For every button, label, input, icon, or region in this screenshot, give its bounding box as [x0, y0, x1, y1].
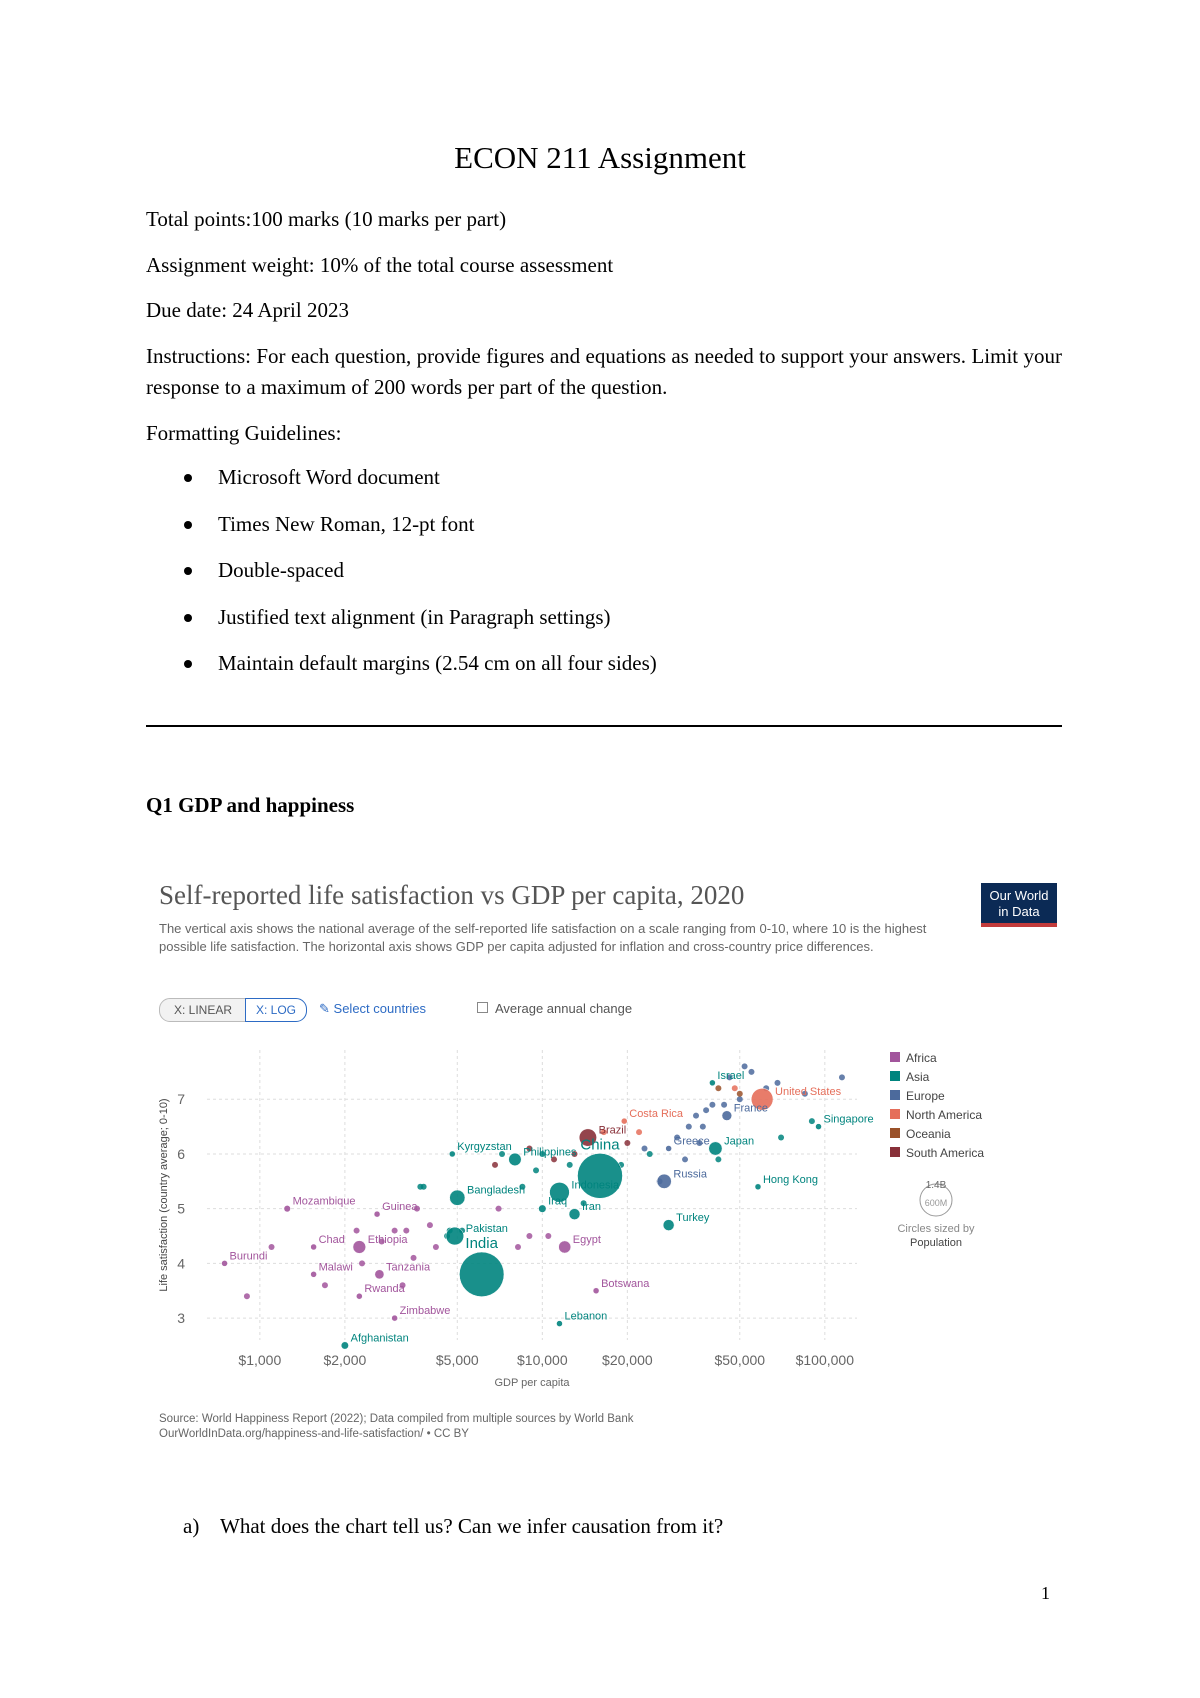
data-point — [559, 1241, 571, 1253]
data-point-label: Pakistan — [465, 1223, 508, 1236]
data-point — [642, 1145, 648, 1151]
data-point-label: France — [733, 1102, 769, 1115]
formatting-heading: Formatting Guidelines: — [146, 421, 342, 445]
data-point — [449, 1151, 455, 1157]
data-point-label: Indonesia — [571, 1179, 620, 1192]
legend-swatch — [890, 1128, 900, 1138]
data-point-label: Bangladesh — [467, 1184, 526, 1197]
data-point — [715, 1156, 721, 1162]
data-point — [774, 1080, 780, 1086]
select-countries-button[interactable] — [319, 998, 426, 1020]
data-point — [721, 1102, 727, 1108]
size-key-label: Population — [910, 1237, 962, 1249]
data-point-label: Russia — [673, 1168, 708, 1181]
data-point — [742, 1063, 748, 1069]
legend-entry: Asia — [906, 1070, 930, 1084]
x-tick-label: $5,000 — [435, 1352, 479, 1368]
select-countries-label: Select countries — [333, 1001, 427, 1016]
data-point-label: Costa Rica — [629, 1108, 684, 1121]
data-point — [411, 1255, 417, 1261]
total-points: Total points:100 marks (10 marks per part) — [146, 207, 507, 231]
data-point — [709, 1102, 715, 1108]
scatter-plot — [157, 1040, 1057, 1410]
x-tick-label: $20,000 — [602, 1352, 653, 1368]
size-key-value: 600M — [924, 1198, 948, 1208]
x-log-toggle[interactable]: X: LOG — [245, 998, 307, 1022]
data-point-label: Egypt — [572, 1233, 601, 1246]
x-tick-label: $2,000 — [323, 1352, 367, 1368]
x-tick-label: $50,000 — [714, 1352, 766, 1368]
data-point — [709, 1080, 715, 1086]
chart-subtitle: The vertical axis shows the national average of the self-reported life satisfaction on a scale ranging from 0-10, where 10 is the highest possible life satisfaction. The horizontal axis shows GDP per capita adjusted for inflation and cross-country price differences. — [159, 921, 927, 954]
data-point — [703, 1107, 709, 1113]
data-point — [450, 1190, 465, 1205]
q1-heading: Q1 GDP and happiness — [146, 793, 355, 817]
page-number: 1 — [1041, 1583, 1050, 1603]
data-point — [593, 1288, 599, 1294]
data-point — [433, 1244, 439, 1250]
data-point — [682, 1156, 688, 1162]
owid-logo — [981, 883, 1057, 927]
data-point-label: Zimbabwe — [399, 1305, 451, 1318]
data-point-label: Brazil — [598, 1124, 627, 1137]
x-tick-label: $100,000 — [795, 1352, 855, 1368]
data-point — [374, 1211, 380, 1217]
chart-source — [159, 1412, 633, 1442]
data-point-label: Hong Kong — [762, 1173, 819, 1186]
data-point — [269, 1244, 275, 1250]
bullet-item: Microsoft Word document — [146, 462, 1046, 509]
question-a-text: What does the chart tell us? Can we infer causation from it? — [220, 1514, 724, 1538]
data-point-label: Mozambique — [292, 1195, 356, 1208]
data-point — [569, 1209, 580, 1220]
y-tick-label: 3 — [177, 1310, 185, 1327]
data-point — [737, 1096, 743, 1102]
data-point-label: Burundi — [229, 1250, 268, 1263]
legend-swatch — [890, 1052, 900, 1062]
data-point-label: Chad — [318, 1233, 345, 1246]
size-key-label: Circles sized by — [897, 1223, 975, 1235]
data-point-label: Tanzania — [386, 1261, 431, 1274]
legend-swatch — [890, 1147, 900, 1157]
bullet-item: Maintain default margins (2.54 cm on all four sides) — [146, 648, 1046, 695]
data-point — [354, 1228, 360, 1234]
data-point-label: Israel — [717, 1069, 745, 1082]
data-point-label: Botswana — [601, 1277, 650, 1290]
data-point — [567, 1162, 573, 1168]
data-point-label: Ethiopia — [367, 1233, 408, 1246]
data-point — [647, 1151, 653, 1157]
data-point-label: Lebanon — [564, 1310, 608, 1323]
data-point — [816, 1124, 822, 1130]
data-point — [244, 1293, 250, 1299]
data-point-label: Japan — [724, 1135, 755, 1148]
x-tick-label: $10,000 — [517, 1352, 568, 1368]
bullet-item: Double-spaced — [146, 555, 1046, 602]
x-axis-label: GDP per capita — [494, 1377, 570, 1389]
y-tick-label: 5 — [177, 1200, 185, 1217]
y-tick-label: 7 — [177, 1091, 185, 1108]
data-point-label: United States — [775, 1086, 842, 1099]
data-point — [509, 1153, 522, 1166]
data-point — [322, 1282, 328, 1288]
legend-entry: Europe — [906, 1089, 945, 1103]
document-title: ECON 211 Assignment — [454, 140, 746, 175]
data-point — [427, 1222, 433, 1228]
average-change-checkbox[interactable] — [477, 998, 632, 1020]
data-point — [459, 1252, 504, 1297]
data-point-label: Afghanistan — [350, 1332, 409, 1345]
source-line-2: OurWorldInData.org/happiness-and-life-satisfaction/ • CC BY — [159, 1428, 469, 1440]
data-point — [311, 1271, 317, 1277]
legend-entry: North America — [906, 1108, 983, 1122]
due-date: Due date: 24 April 2023 — [146, 298, 349, 322]
source-line-1: Source: World Happiness Report (2022); Data compiled from multiple sources by World Bank — [159, 1413, 634, 1425]
data-point — [809, 1118, 815, 1124]
data-point — [755, 1184, 761, 1190]
data-point — [311, 1244, 317, 1250]
data-point — [533, 1167, 539, 1173]
data-point — [737, 1091, 743, 1097]
data-point — [375, 1270, 384, 1279]
checkbox-icon — [477, 1002, 488, 1013]
data-point — [715, 1085, 721, 1091]
data-point — [539, 1205, 547, 1213]
data-point — [748, 1069, 754, 1075]
data-point — [545, 1233, 551, 1239]
bullet-item: Times New Roman, 12-pt font — [146, 509, 1046, 556]
pencil-icon: ✎ — [319, 1001, 330, 1016]
data-point-label: Iraq — [548, 1195, 568, 1208]
data-point — [700, 1124, 706, 1130]
owid-logo-line2: in Data — [998, 904, 1040, 919]
data-point — [636, 1129, 642, 1135]
data-point-label: Iran — [582, 1201, 601, 1214]
data-point — [496, 1206, 502, 1212]
data-point — [353, 1241, 366, 1254]
y-tick-label: 6 — [177, 1145, 185, 1162]
data-point-label: Malawi — [318, 1261, 353, 1274]
data-point — [526, 1233, 532, 1239]
y-axis-label: Life satisfaction (country average; 0-10) — [158, 1098, 170, 1292]
data-point — [778, 1135, 784, 1141]
data-point — [693, 1113, 699, 1119]
data-point-label: Greece — [673, 1135, 710, 1148]
data-point-label: Rwanda — [364, 1283, 405, 1296]
data-point — [341, 1342, 348, 1349]
owid-logo-line1: Our World — [989, 888, 1049, 903]
data-point-label: China — [580, 1136, 620, 1154]
data-point — [417, 1184, 423, 1190]
horizontal-rule — [146, 725, 1062, 727]
legend-swatch — [890, 1071, 900, 1081]
question-a — [183, 1514, 723, 1539]
data-point — [839, 1074, 845, 1080]
average-change-label: Average annual change — [495, 1001, 633, 1016]
data-point-label: Turkey — [676, 1212, 710, 1225]
legend-entry: Africa — [906, 1051, 937, 1065]
data-point — [356, 1293, 362, 1299]
data-point-label: Singapore — [823, 1113, 874, 1126]
question-a-letter: a) — [183, 1514, 200, 1538]
data-point — [492, 1162, 498, 1168]
data-point — [709, 1142, 722, 1155]
data-point — [392, 1228, 398, 1234]
legend-entry: South America — [906, 1146, 985, 1160]
x-linear-toggle[interactable]: X: LINEAR — [159, 998, 247, 1022]
data-point — [392, 1315, 398, 1321]
data-point — [403, 1228, 409, 1234]
bullet-item: Justified text alignment (in Paragraph settings) — [146, 602, 1046, 649]
size-key-value: 1.4B — [925, 1180, 947, 1191]
data-point — [577, 1153, 622, 1198]
data-point-label: Philippines — [523, 1146, 577, 1159]
x-tick-label: $1,000 — [238, 1352, 282, 1368]
data-point-label: Guinea — [382, 1201, 418, 1214]
data-point-label: India — [465, 1235, 498, 1253]
data-point — [732, 1085, 738, 1091]
data-point — [666, 1145, 672, 1151]
data-point — [624, 1140, 630, 1146]
data-point — [556, 1321, 562, 1327]
legend-swatch — [890, 1090, 900, 1100]
legend-entry: Oceania — [906, 1127, 951, 1141]
y-tick-label: 4 — [177, 1255, 185, 1272]
assignment-weight: Assignment weight: 10% of the total course assessment — [146, 253, 614, 277]
chart-title: Self-reported life satisfaction vs GDP per capita, 2020 — [159, 880, 745, 910]
data-point — [621, 1118, 627, 1124]
data-point — [515, 1244, 521, 1250]
data-point — [663, 1220, 674, 1231]
data-point — [446, 1227, 464, 1245]
data-point — [686, 1124, 692, 1130]
data-point — [359, 1260, 365, 1266]
data-point — [657, 1174, 671, 1188]
data-point — [222, 1260, 228, 1266]
data-point — [284, 1205, 291, 1212]
data-point — [722, 1111, 732, 1121]
chart-figure — [157, 880, 1057, 1450]
instructions: Instructions: For each question, provide figures and equations as needed to support your answers. Limit your response to a maximum of 200 words per part of the question. — [146, 344, 1062, 399]
formatting-list — [146, 462, 1046, 695]
data-point-label: Kyrgyzstan — [457, 1140, 512, 1153]
legend-swatch — [890, 1109, 900, 1119]
